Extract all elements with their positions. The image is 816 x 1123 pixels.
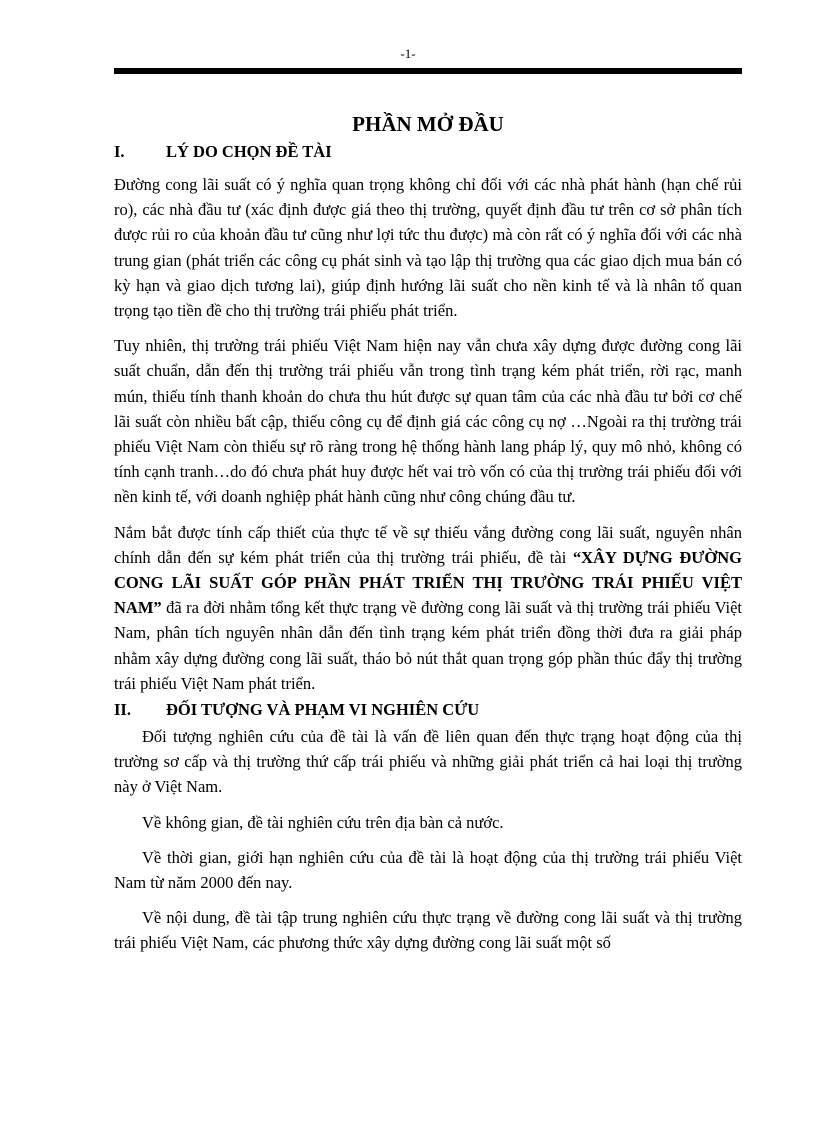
paragraph: Đường cong lãi suất có ý nghĩa quan trọng không chỉ đối với các nhà phát hành (hạn chế rủi ro), các nhà đầu tư (xác định được giá theo thị trường, quyết định đầu tư trên cơ sở phân tích được rủi ro của khoản đầu tư cũng như lợi tức thu được) mà còn rất có ý nghĩa đối với các nhà trung gian (phát triển các công cụ phát sinh và tạo lập thị trường qua các giao dịch mua bán có kỳ hạn và giao dịch tương lai), giúp định hướng lãi suất cho nền kinh tế và là nhân tố quan trọng tạo tiền đề cho thị trường trái phiếu phát triển. (114, 175, 742, 321)
paragraph: Về thời gian, giới hạn nghiên cứu của đề tài là hoạt động của thị trường trái phiếu Việt Nam từ năm 2000 đến nay. (114, 847, 742, 893)
paragraph: Tuy nhiên, thị trường trái phiếu Việt Nam hiện nay vẫn chưa xây dựng được đường cong lãi suất chuẩn, dẫn đến thị trường trái phiếu vẫn trong tình trạng kém phát triển, rời rạc, manh mún, thiếu tính thanh khoản do chưa thu hút được sự quan tâm của các nhà đầu tư bởi cơ chế lãi suất còn nhiều bất cập, thiếu công cụ để định giá các công cụ nợ …Ngoài ra thị trường trái phiếu Việt Nam còn thiếu sự rõ ràng trong hệ thống hành lang pháp lý, quy mô nhỏ, không có tính cạnh tranh…do đó chưa phát huy được hết vai trò vốn có của thị trường trái phiếu đối với nền kinh tế, với doanh nghiệp phát hành cũng như công chúng đầu tư. (114, 336, 742, 507)
section-1-heading (114, 138, 742, 166)
page-title: PHẦN MỞ ĐẦU (352, 112, 504, 136)
section-2-title: ĐỐI TƯỢNG VÀ PHẠM VI NGHIÊN CỨU (166, 700, 480, 720)
header-rule (114, 68, 742, 74)
paragraph-text: đã ra đời nhằm tổng kết thực trạng về đường cong lãi suất và thị trường trái phiếu Việt Nam, phân tích nguyên nhân dẫn đến tình trạng kém phát triển đồng thời đưa ra giải pháp nhằm xây dựng đường cong lãi suất, tháo bỏ nút thắt quan trọng góp phần thúc đẩy thị trường trái phiếu Việt Nam phát triển. (114, 598, 742, 693)
paragraph-text: Nắm bắt được tính cấp thiết của thực tế về sự thiếu vắng đường cong lãi suất, nguyên nhân chính dẫn đến sự kém phát triển của thị trường trái phiếu, đề tài (114, 522, 742, 567)
paragraph (114, 520, 742, 696)
section-2-heading (114, 696, 742, 724)
paragraph: Về không gian, đề tài nghiên cứu trên địa bàn cả nước. (142, 812, 504, 832)
paragraph: Đối tượng nghiên cứu của đề tài là vấn đề liên quan đến thực trạng hoạt động của thị trường sơ cấp và thị trường thứ cấp trái phiếu và những giải phát triển cả hai loại thị trường này ở Việt Nam. (114, 727, 742, 797)
section-1-title: LÝ DO CHỌN ĐỀ TÀI (166, 142, 332, 161)
page-number: -1- (400, 46, 416, 61)
section-2-number: II. (114, 700, 131, 720)
thesis-title: “XÂY DỰNG ĐƯỜNG CONG LÃI SUẤT GÓP PHẦN PHÁT TRIỂN THỊ TRƯỜNG TRÁI PHIẾU VIỆT NAM” (114, 547, 742, 618)
paragraph: Về nội dung, đề tài tập trung nghiên cứu thực trạng về đường cong lãi suất và thị trường trái phiếu Việt Nam, các phương thức xây dựng đường cong lãi suất một số (114, 908, 742, 953)
document-body (114, 100, 742, 956)
section-1-number: I. (114, 142, 125, 161)
